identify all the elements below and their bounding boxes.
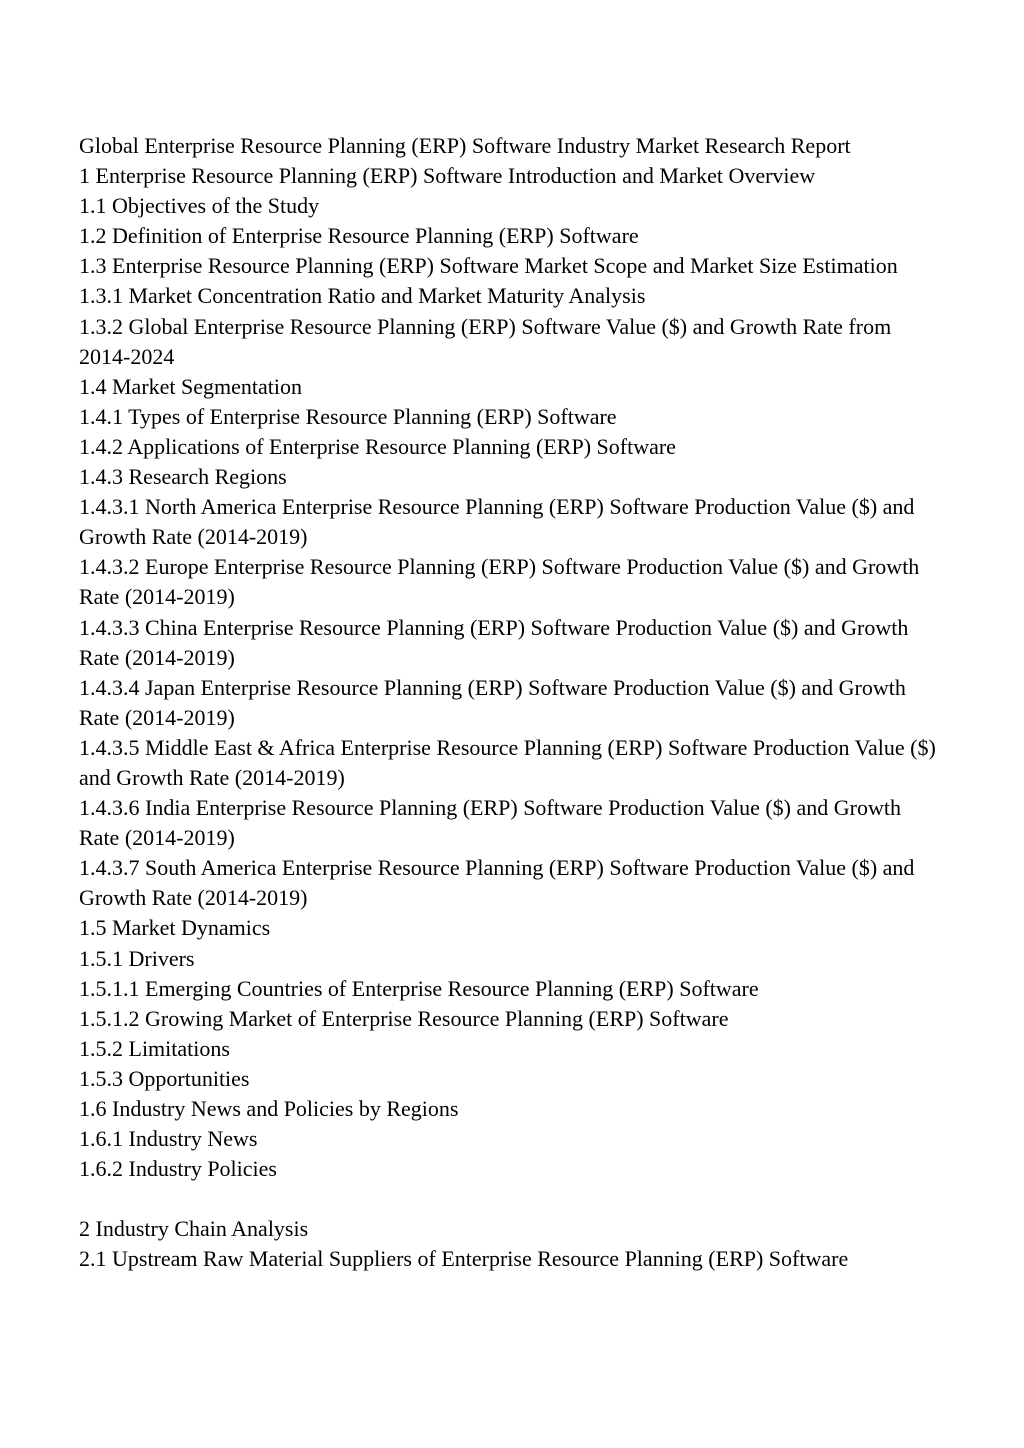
- toc-entry: 1.4.3 Research Regions: [79, 464, 287, 490]
- toc-entry: 1.6 Industry News and Policies by Regions: [79, 1096, 459, 1121]
- toc-entry: 1.4.3.4 Japan Enterprise Resource Planning (ERP) Software Production Value ($) and Growth Rate (2014-2019): [79, 674, 906, 730]
- toc-entry: 1.4.3.6 India Enterprise Resource Planning (ERP) Software Production Value ($) and Growth Rate (2014-2019): [79, 795, 901, 851]
- toc-entry: 1 Enterprise Resource Planning (ERP) Software Introduction and Market Overview: [79, 163, 816, 189]
- toc-entry: 1.5.1.2 Growing Market of Enterprise Resource Planning (ERP) Software: [79, 1005, 729, 1031]
- toc-entry: 1.4.1 Types of Enterprise Resource Planning (ERP) Software: [79, 403, 617, 429]
- section-heading: 2 Industry Chain Analysis: [79, 1216, 309, 1242]
- toc-entry: 1.6.1 Industry News: [79, 1126, 258, 1152]
- toc-entry: 1.4.3.7 South America Enterprise Resource Planning (ERP) Software Production Value ($) and Growth Rate (2014-2019): [79, 855, 915, 911]
- toc-entry: 1.5.2 Limitations: [79, 1035, 230, 1061]
- toc-entry: 1.4.3.3 China Enterprise Resource Planning (ERP) Software Production Value ($) and Growth Rate (2014-2019): [79, 614, 909, 670]
- toc-entry: 1.1 Objectives of the Study: [79, 193, 320, 219]
- document-title: Global Enterprise Resource Planning (ERP) Software Industry Market Research Report: [79, 133, 851, 158]
- toc-entry: 1.5.3 Opportunities: [79, 1065, 250, 1091]
- toc-entry: 1.4.3.5 Middle East & Africa Enterprise Resource Planning (ERP) Software Production Value ($) and Growth Rate (2014-2019): [79, 734, 936, 790]
- toc-entry: 1.5.1.1 Emerging Countries of Enterprise Resource Planning (ERP) Software: [79, 975, 759, 1001]
- toc-entry: 1.5.1 Drivers: [79, 945, 195, 971]
- document-page: [79, 131, 939, 1275]
- toc-entry: 1.4 Market Segmentation: [79, 373, 303, 399]
- toc-entry: 1.3 Enterprise Resource Planning (ERP) Software Market Scope and Market Size Estimation: [79, 253, 898, 279]
- toc-entry: 1.4.3.1 North America Enterprise Resource Planning (ERP) Software Production Value ($) and Growth Rate (2014-2019): [79, 494, 915, 550]
- toc-entry: 1.4.3.2 Europe Enterprise Resource Planning (ERP) Software Production Value ($) and Growth Rate (2014-2019): [79, 554, 920, 610]
- toc-entry: 1.5 Market Dynamics: [79, 915, 271, 941]
- toc-entry: 1.4.2 Applications of Enterprise Resource Planning (ERP) Software: [79, 433, 676, 459]
- toc-entry: 1.3.2 Global Enterprise Resource Planning (ERP) Software Value ($) and Growth Rate from 2014-2024: [79, 313, 892, 369]
- toc-entry: 1.6.2 Industry Policies: [79, 1156, 277, 1182]
- toc-entry: 1.2 Definition of Enterprise Resource Planning (ERP) Software: [79, 223, 639, 249]
- toc-entry: 2.1 Upstream Raw Material Suppliers of Enterprise Resource Planning (ERP) Software: [79, 1246, 849, 1272]
- blank-line: [79, 1184, 939, 1214]
- toc-entry: 1.3.1 Market Concentration Ratio and Market Maturity Analysis: [79, 283, 646, 309]
